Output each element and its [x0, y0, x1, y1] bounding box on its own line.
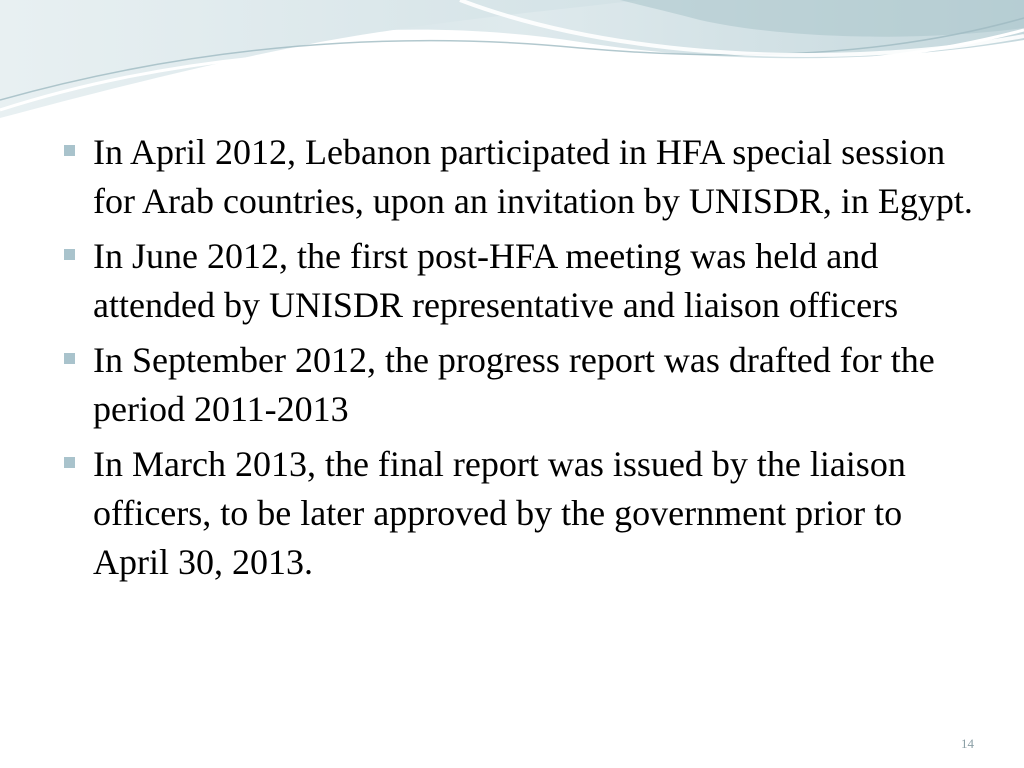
- square-bullet-icon: [64, 249, 75, 260]
- bullet-text: In March 2013, the final report was issued by the liaison officers, to be later approved by the government prior to April 30, 2013.: [93, 444, 906, 582]
- bullet-item-june-2012: [60, 232, 980, 330]
- bullet-item-march-2013: [60, 440, 980, 587]
- square-bullet-icon: [64, 145, 75, 156]
- bullet-text: In April 2012, Lebanon participated in HFA special session for Arab countries, upon an invitation by UNISDR, in Egypt.: [93, 132, 973, 221]
- bullet-item-september-2012: [60, 336, 980, 434]
- page-number: 14: [961, 736, 974, 751]
- bullet-text: In June 2012, the first post-HFA meeting was held and attended by UNISDR representative and liaison officers: [93, 236, 899, 325]
- bullet-item-april-2012: [60, 128, 980, 226]
- square-bullet-icon: [64, 353, 75, 364]
- bullet-text: In September 2012, the progress report was drafted for the period 2011-2013: [93, 340, 935, 429]
- bullet-list: [60, 128, 980, 593]
- square-bullet-icon: [64, 457, 75, 468]
- header-wave-decoration: [0, 0, 1024, 130]
